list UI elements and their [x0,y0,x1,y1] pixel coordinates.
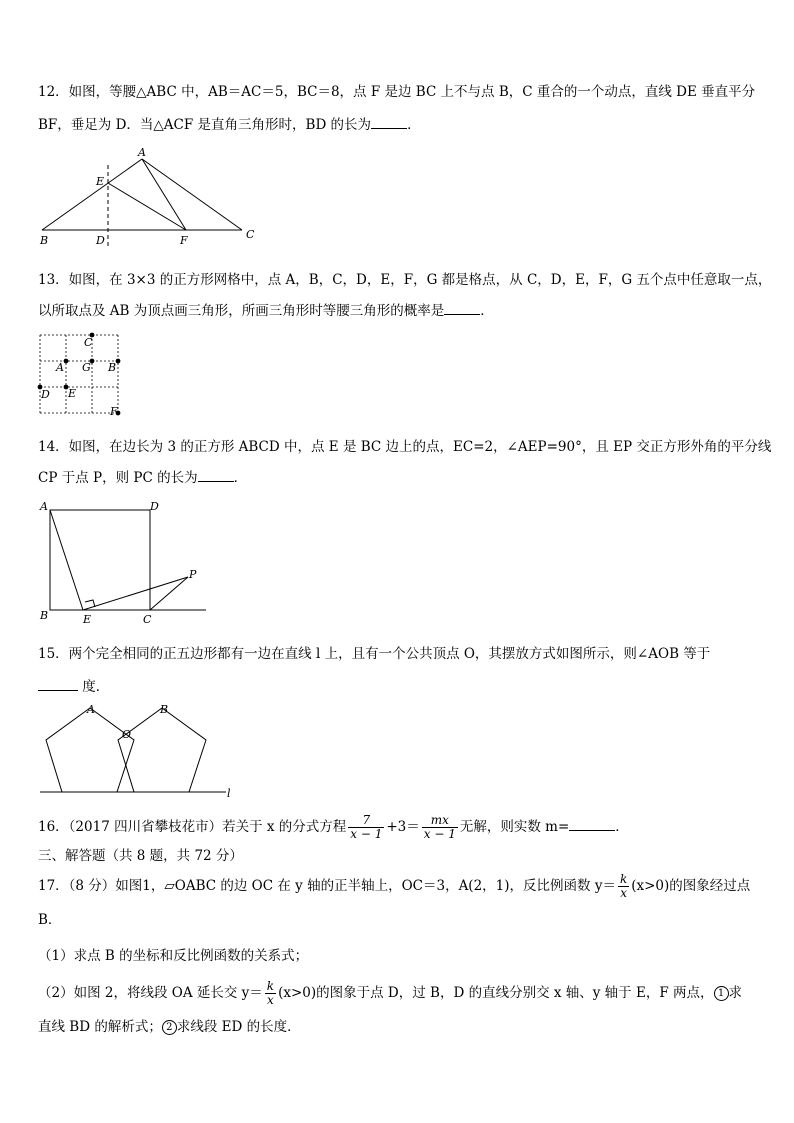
q17-fraction-2: $\frac{k}{x}$ [266,979,275,1007]
q17-text-4c: 求 [728,985,742,1001]
q14-label-B: B [40,609,49,622]
q13-end: ． [480,303,494,319]
q17-line1 [38,873,750,900]
q15-end: 度． [82,679,110,695]
q15-blank[interactable] [38,676,78,691]
q17-text-5b: 求线段 ED 的长度． [176,1019,301,1035]
q12-label-F: F [180,234,188,247]
q13-figure [38,333,128,418]
q16-end: ． [615,819,629,835]
q15-line1: 15．两个完全相同的正五边形都有一边在直线 l 上，且有一个公共顶点 O，其摆放方式如图所示，则∠AOB 等于 [38,646,711,662]
q13-point-A [64,359,69,364]
q13-blank[interactable] [444,300,480,315]
q14-figure [38,497,210,627]
q17-line4 [38,980,742,1007]
q17-text-4a: （2）如图 2，将线段 OA 延长交 y＝ [38,985,263,1001]
q12-label-A: A [138,146,146,159]
q17-text-5a: 直线 BD 的解析式； [38,1019,162,1035]
q14-label-P: P [189,568,197,581]
q16-line [38,814,629,841]
q14-square [50,510,150,610]
q16-fraction-2: $\frac{mx}{x - 1}$ [423,813,456,841]
q17-text-1a: 17．（8 分）如图1，▱OABC 的边 OC 在 y 轴的正半轴上，OC＝3，A(2，1)，反比例函数 y＝ [38,878,616,894]
q17-text-4b: (x>0)的图象于点 D，过 B，D 的直线分别交 x 轴、y 轴于 E，F 两点， [278,985,714,1001]
q12-line2 [38,114,421,135]
q12-label-E: E [96,175,105,188]
q15-label-B: B [160,703,169,716]
q14-label-C: C [143,613,152,626]
q15-label-l: l [227,787,231,800]
q12-seg-AC [142,159,242,230]
q14-blank[interactable] [198,467,234,482]
q13-label-B: B [108,361,117,374]
q14-label-D: D [150,500,159,513]
q14-seg-AE [50,510,83,610]
q15-figure [38,700,238,800]
q14-seg-EP [83,577,188,610]
q14-end: ． [233,470,248,486]
q14-text: CP 于点 P，则 PC 的长为 [38,470,198,486]
q12-figure [38,145,268,250]
q13-label-D: D [41,388,50,401]
q14-line2 [38,467,247,488]
q13-label-A: A [56,361,64,374]
q16-text-mid: +3＝ [386,819,420,835]
q16-fraction-1: $\frac{7}{x - 1}$ [350,813,383,841]
q12-seg-EF [108,183,186,230]
q14-label-E: E [83,613,92,626]
q17-text-1b: (x>0)的图象经过点 [631,878,751,894]
q16-blank[interactable] [569,816,615,831]
q13-label-C: C [84,336,93,349]
q14-label-A: A [40,500,48,513]
q13-text: 以所取点及 AB 为顶点画三角形，所画三角形时等腰三角形的概率是 [38,303,445,319]
q13-line2 [38,300,494,321]
q13-label-E: E [68,387,77,400]
q17-fraction-1: $\frac{k}{x}$ [619,872,628,900]
q13-label-G: G [82,361,91,374]
q17-line2: B． [38,912,62,928]
q13-line1: 13．如图，在 3×3 的正方形网格中，点 A，B，C，D，E，F，G 都是格点，从 C，D，E，F，G 五个点中任意取一点， [38,272,772,288]
q12-line1: 12．如图，等腰△ABC 中，AB＝AC＝5，BC＝8，点 F 是边 BC 上不与点 B，C 重合的一个动点，直线 DE 垂直平分 [38,84,756,100]
q12-seg-AF [142,159,186,230]
q17-circled-1: 1 [714,986,729,1001]
q17-line5 [38,1017,301,1037]
q15-label-O: O [122,728,132,741]
q16-text-pre: 16．（2017 四川省攀枝花市）若关于 x 的分式方程 [38,819,347,835]
q17-circled-2: 2 [162,1020,177,1035]
q14-seg-CP [150,577,188,610]
q16-text-post: 无解，则实数 m= [459,819,570,835]
q12-end: ． [407,117,421,133]
q12-label-B: B [40,234,49,247]
section-heading: 三、解答题（共 8 题，共 72 分） [38,848,243,864]
q14-right-angle [85,600,95,607]
q13-point-B [116,359,121,364]
q15-label-A: A [87,703,95,716]
q17-line3: （1）求点 B 的坐标和反比例函数的关系式； [38,948,309,964]
q12-blank[interactable] [371,114,407,129]
q12-label-D: D [96,234,105,247]
q13-label-F: F [110,405,118,418]
q15-line2 [38,676,109,697]
q14-line1: 14．如图，在边长为 3 的正方形 ABCD 中，点 E 是 BC 边上的点，EC=2，∠AEP=90°，且 EP 交正方形外角的平分线 [38,439,772,455]
q12-label-C: C [246,228,255,241]
q12-text: BF，垂足为 D．当△ACF 是直角三角形时，BD 的长为 [38,117,372,133]
